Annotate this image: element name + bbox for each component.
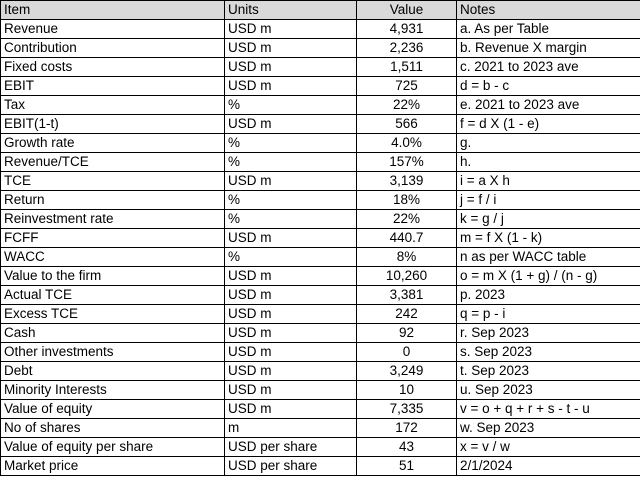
table-row <box>1 343 640 362</box>
cell-units: USD m <box>225 20 357 39</box>
cell-notes: j = f / i <box>457 191 640 210</box>
cell-notes: u. Sep 2023 <box>457 381 640 400</box>
cell-value: 10,260 <box>357 267 457 286</box>
cell-value: 725 <box>357 77 457 96</box>
cell-value: 7,335 <box>357 400 457 419</box>
table-row <box>1 58 640 77</box>
cell-notes: 2/1/2024 <box>457 457 640 476</box>
cell-notes: v = o + q + r + s - t - u <box>457 400 640 419</box>
cell-units: USD m <box>225 381 357 400</box>
table-row <box>1 324 640 343</box>
cell-item: FCFF <box>1 229 225 248</box>
cell-notes: p. 2023 <box>457 286 640 305</box>
cell-value: 566 <box>357 115 457 134</box>
cell-notes: r. Sep 2023 <box>457 324 640 343</box>
cell-value: 242 <box>357 305 457 324</box>
cell-item: Reinvestment rate <box>1 210 225 229</box>
header-value: Value <box>357 1 457 20</box>
cell-item: Value of equity <box>1 400 225 419</box>
table-row <box>1 305 640 324</box>
cell-units: USD m <box>225 324 357 343</box>
cell-units: USD m <box>225 305 357 324</box>
cell-item: Contribution <box>1 39 225 58</box>
table-row <box>1 153 640 172</box>
header-notes: Notes <box>457 1 640 20</box>
cell-value: 172 <box>357 419 457 438</box>
cell-value: 4,931 <box>357 20 457 39</box>
cell-value: 157% <box>357 153 457 172</box>
cell-units: USD m <box>225 115 357 134</box>
cell-notes: b. Revenue X margin <box>457 39 640 58</box>
cell-item: Minority Interests <box>1 381 225 400</box>
table-row <box>1 400 640 419</box>
cell-item: Cash <box>1 324 225 343</box>
table-row <box>1 115 640 134</box>
cell-notes: x = v / w <box>457 438 640 457</box>
cell-units: USD m <box>225 39 357 58</box>
cell-item: Excess TCE <box>1 305 225 324</box>
cell-units: USD m <box>225 172 357 191</box>
cell-notes: o = m X (1 + g) / (n - g) <box>457 267 640 286</box>
cell-value: 10 <box>357 381 457 400</box>
cell-item: Debt <box>1 362 225 381</box>
cell-notes: f = d X (1 - e) <box>457 115 640 134</box>
cell-item: Other investments <box>1 343 225 362</box>
cell-item: Fixed costs <box>1 58 225 77</box>
cell-item: Growth rate <box>1 134 225 153</box>
cell-notes: h. <box>457 153 640 172</box>
cell-notes: c. 2021 to 2023 ave <box>457 58 640 77</box>
table-row <box>1 267 640 286</box>
cell-value: 22% <box>357 96 457 115</box>
cell-units: % <box>225 96 357 115</box>
table-row <box>1 77 640 96</box>
cell-value: 51 <box>357 457 457 476</box>
cell-value: 92 <box>357 324 457 343</box>
cell-value: 2,236 <box>357 39 457 58</box>
cell-units: USD m <box>225 362 357 381</box>
cell-units: m <box>225 419 357 438</box>
cell-item: Revenue <box>1 20 225 39</box>
table-body <box>1 20 640 476</box>
table-row <box>1 438 640 457</box>
cell-units: % <box>225 153 357 172</box>
cell-item: TCE <box>1 172 225 191</box>
cell-value: 4.0% <box>357 134 457 153</box>
table-row <box>1 419 640 438</box>
table-row <box>1 286 640 305</box>
cell-item: Revenue/TCE <box>1 153 225 172</box>
cell-notes: m = f X (1 - k) <box>457 229 640 248</box>
cell-units: USD m <box>225 229 357 248</box>
cell-value: 1,511 <box>357 58 457 77</box>
cell-units: USD m <box>225 77 357 96</box>
table-row <box>1 381 640 400</box>
cell-notes: n as per WACC table <box>457 248 640 267</box>
cell-item: Value to the firm <box>1 267 225 286</box>
table-row <box>1 457 640 476</box>
cell-units: USD m <box>225 400 357 419</box>
cell-value: 8% <box>357 248 457 267</box>
cell-units: % <box>225 134 357 153</box>
table-row <box>1 134 640 153</box>
cell-value: 3,139 <box>357 172 457 191</box>
table-row <box>1 20 640 39</box>
cell-item: Tax <box>1 96 225 115</box>
cell-notes: i = a X h <box>457 172 640 191</box>
cell-units: % <box>225 248 357 267</box>
cell-item: Return <box>1 191 225 210</box>
header-units: Units <box>225 1 357 20</box>
cell-item: Market price <box>1 457 225 476</box>
cell-notes: q = p - i <box>457 305 640 324</box>
header-item: Item <box>1 1 225 20</box>
table-row <box>1 229 640 248</box>
table-row <box>1 39 640 58</box>
cell-notes: s. Sep 2023 <box>457 343 640 362</box>
cell-item: WACC <box>1 248 225 267</box>
table-row <box>1 96 640 115</box>
cell-notes: e. 2021 to 2023 ave <box>457 96 640 115</box>
cell-units: USD per share <box>225 457 357 476</box>
table-row <box>1 362 640 381</box>
cell-notes: a. As per Table <box>457 20 640 39</box>
cell-units: USD m <box>225 286 357 305</box>
cell-units: USD m <box>225 267 357 286</box>
cell-notes: g. <box>457 134 640 153</box>
cell-value: 3,249 <box>357 362 457 381</box>
table-row <box>1 210 640 229</box>
cell-value: 22% <box>357 210 457 229</box>
cell-notes: w. Sep 2023 <box>457 419 640 438</box>
cell-units: % <box>225 210 357 229</box>
cell-item: EBIT <box>1 77 225 96</box>
cell-value: 440.7 <box>357 229 457 248</box>
cell-value: 3,381 <box>357 286 457 305</box>
cell-notes: t. Sep 2023 <box>457 362 640 381</box>
cell-value: 0 <box>357 343 457 362</box>
cell-value: 43 <box>357 438 457 457</box>
cell-item: Actual TCE <box>1 286 225 305</box>
cell-value: 18% <box>357 191 457 210</box>
cell-item: Value of equity per share <box>1 438 225 457</box>
header-row <box>1 1 640 20</box>
cell-units: USD per share <box>225 438 357 457</box>
cell-notes: k = g / j <box>457 210 640 229</box>
cell-item: No of shares <box>1 419 225 438</box>
table-row <box>1 248 640 267</box>
table-row <box>1 172 640 191</box>
table-row <box>1 191 640 210</box>
cell-units: USD m <box>225 343 357 362</box>
cell-units: % <box>225 191 357 210</box>
cell-notes: d = b - c <box>457 77 640 96</box>
cell-item: EBIT(1-t) <box>1 115 225 134</box>
cell-units: USD m <box>225 58 357 77</box>
